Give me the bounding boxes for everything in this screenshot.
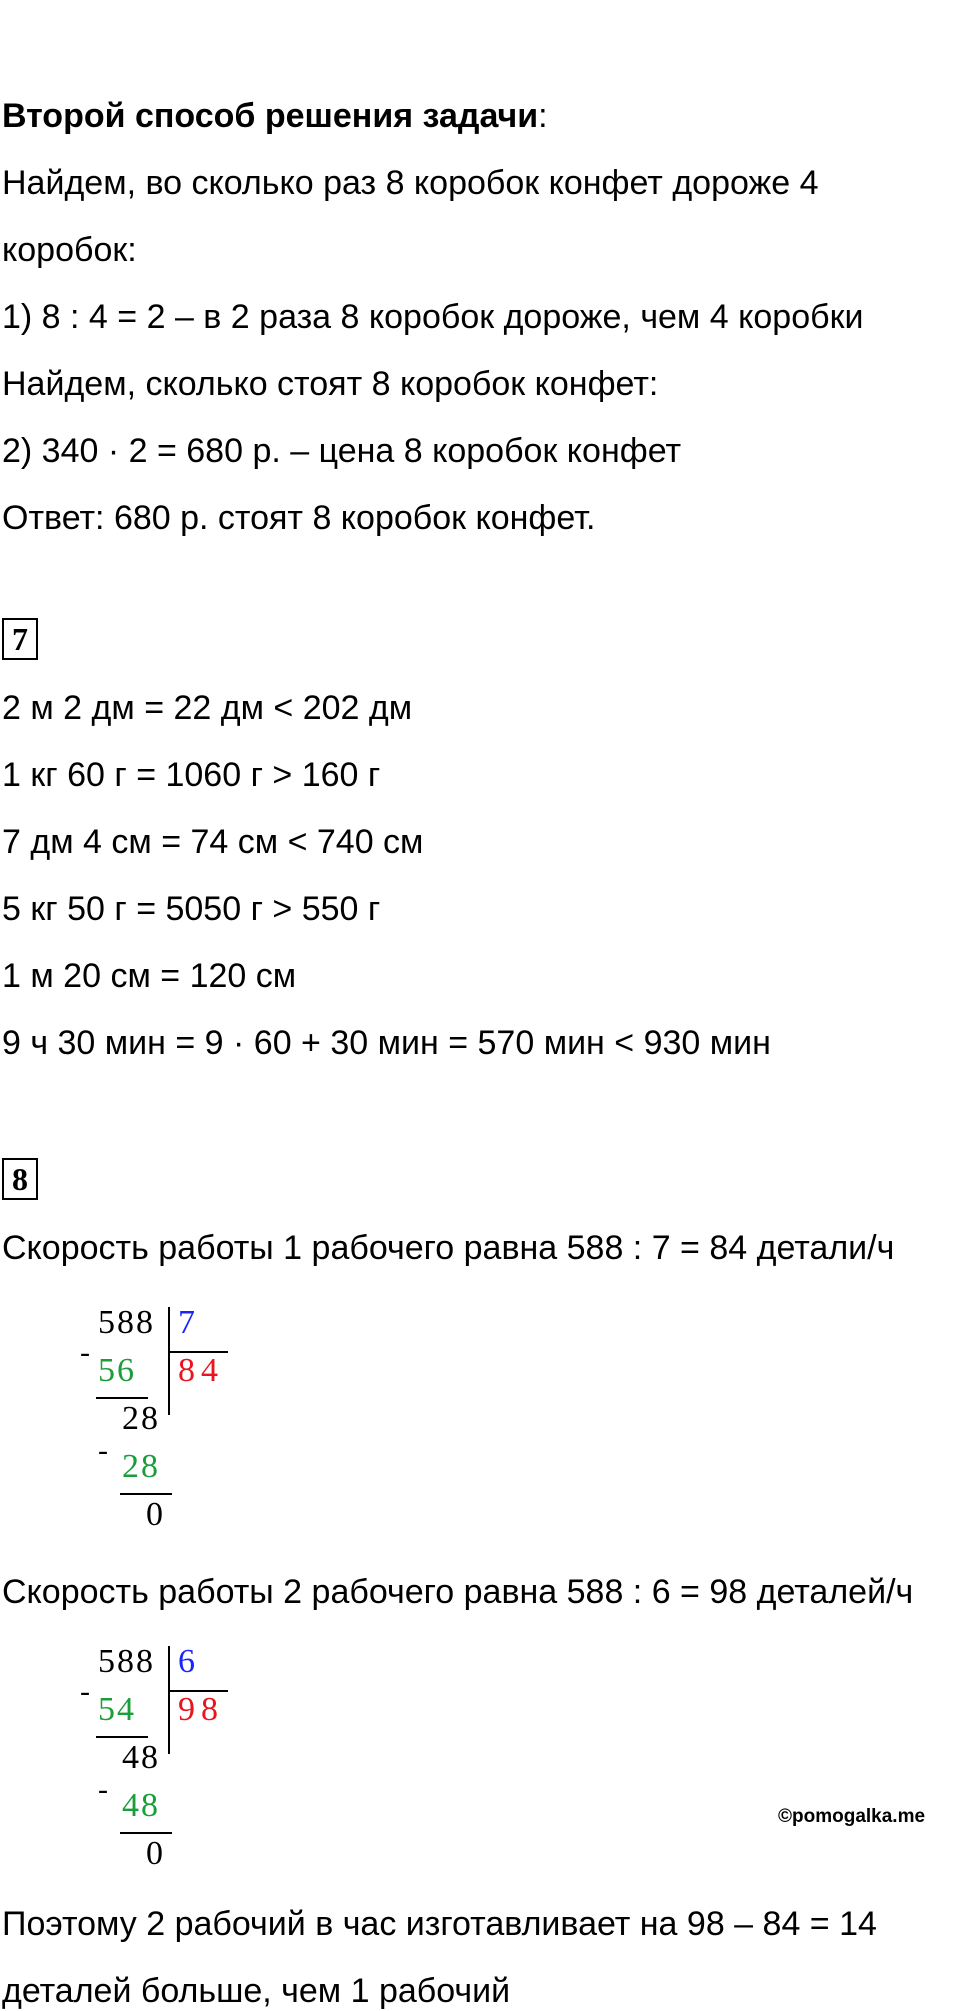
- dividend: 588: [98, 1304, 155, 1341]
- comparison-line: 2 м 2 дм = 22 дм < 202 дм: [2, 689, 413, 727]
- speed-line-1: Скорость работы 1 рабочего равна 588 : 7 = 84 детали/ч: [2, 1229, 895, 1267]
- division-vertical-bar: [168, 1307, 170, 1415]
- subtrahend: 28: [122, 1448, 160, 1485]
- comparison-line: 9 ч 30 мин = 9 · 60 + 30 мин = 570 мин < 930 мин: [2, 1024, 771, 1062]
- text-line: Найдем, сколько стоят 8 коробок конфет:: [2, 365, 659, 403]
- task-number-8: 8: [2, 1158, 38, 1200]
- speed-line-2: Скорость работы 2 рабочего равна 588 : 6 = 98 деталей/ч: [2, 1573, 914, 1611]
- text-line: 1) 8 : 4 = 2 – в 2 раза 8 коробок дороже, чем 4 коробки: [2, 298, 864, 336]
- final-remainder: 0: [146, 1835, 165, 1872]
- remainder: 48: [122, 1739, 160, 1776]
- comparison-line: 5 кг 50 г = 5050 г > 550 г: [2, 890, 381, 928]
- long-division-1: [80, 1305, 250, 1545]
- long-division-2: [80, 1644, 250, 1884]
- subtraction-line: [96, 1397, 148, 1399]
- subtraction-line: [120, 1832, 172, 1834]
- section-heading-colon: :: [538, 97, 548, 135]
- subtrahend: 54: [98, 1691, 136, 1728]
- comparison-line: 1 м 20 см = 120 см: [2, 957, 297, 995]
- watermark: ©pomogalka.me: [778, 1806, 926, 1827]
- remainder: 28: [122, 1400, 160, 1437]
- divisor: 6: [178, 1643, 197, 1680]
- quotient: 84: [178, 1352, 224, 1389]
- subtrahend: 48: [122, 1787, 160, 1824]
- division-vertical-bar: [168, 1646, 170, 1754]
- conclusion-line: деталей больше, чем 1 рабочий: [2, 1972, 511, 2010]
- divisor: 7: [178, 1304, 197, 1341]
- minus-sign: -: [80, 1675, 92, 1708]
- subtrahend: 56: [98, 1352, 136, 1389]
- quotient: 98: [178, 1691, 224, 1728]
- subtraction-line: [120, 1493, 172, 1495]
- subtraction-line: [96, 1736, 148, 1738]
- dividend: 588: [98, 1643, 155, 1680]
- comparison-line: 7 дм 4 см = 74 см < 740 см: [2, 823, 424, 861]
- section-heading: [2, 96, 548, 136]
- text-line: коробок:: [2, 231, 137, 269]
- conclusion-line: Поэтому 2 рабочий в час изготавливает на 98 – 84 = 14: [2, 1905, 877, 1943]
- text-line: 2) 340 · 2 = 680 р. – цена 8 коробок конфет: [2, 432, 682, 470]
- text-line: Найдем, во сколько раз 8 коробок конфет дороже 4: [2, 164, 819, 202]
- final-remainder: 0: [146, 1496, 165, 1533]
- comparison-line: 1 кг 60 г = 1060 г > 160 г: [2, 756, 381, 794]
- minus-sign: -: [80, 1336, 92, 1369]
- answer-line: Ответ: 680 р. стоят 8 коробок конфет.: [2, 499, 596, 537]
- minus-sign: -: [98, 1434, 110, 1467]
- minus-sign: -: [98, 1773, 110, 1806]
- task-number-7: 7: [2, 618, 38, 660]
- section-heading-bold: Второй способ решения задачи: [2, 97, 539, 135]
